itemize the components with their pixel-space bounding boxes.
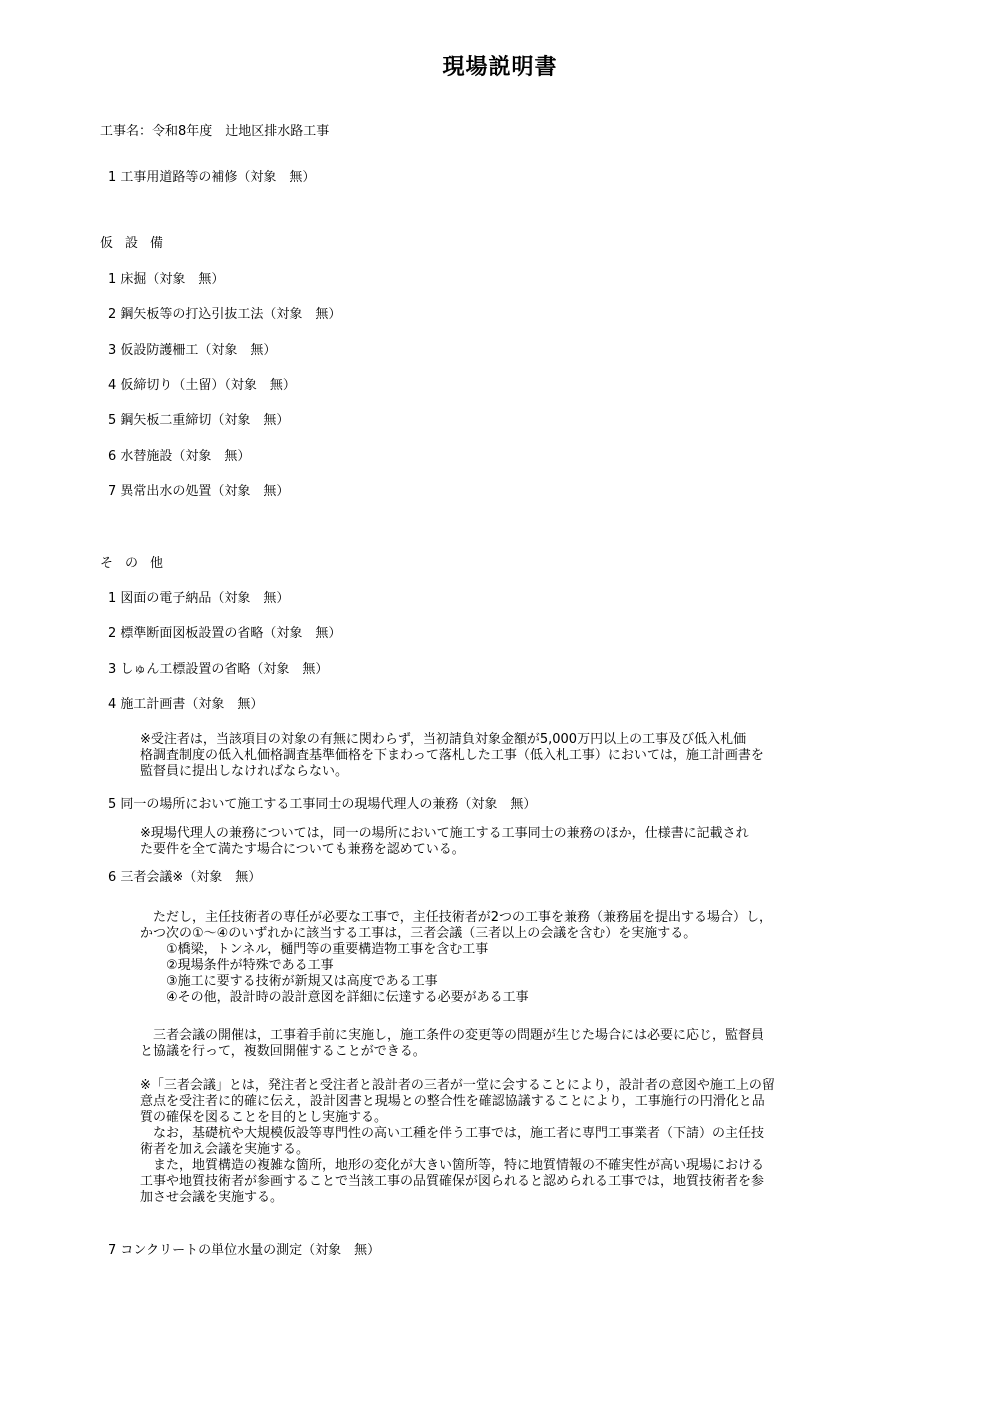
note-site-agent (140, 826, 749, 858)
note-tripartite-definition (140, 1078, 775, 1206)
note-line: ※受注者は，当該項目の対象の有無に関わらず，当初請負対象金額が5,000万円以上の工事及び低入札価 (140, 732, 747, 747)
temporary-item-1: 1 床掘（対象 無） (108, 272, 225, 287)
note-line: ただし，主任技術者の専任が必要な工事で，主任技術者が2つの工事を兼務（兼務届を提出する場合）し， (140, 910, 773, 925)
note-line: 意点を受注者に的確に伝え，設計図書と現場との整合性を確認協議することにより，工事施行の円滑化と品 (140, 1094, 765, 1109)
section-heading-temporary: 仮設備 (100, 236, 176, 251)
note-line: 術者を加え会議を実施する。 (140, 1142, 310, 1157)
note-tripartite-conditions (140, 910, 772, 1006)
note-line: ※「三者会議」とは，発注者と受注者と設計者の三者が一堂に会することにより，設計者の意図や施工上の留 (140, 1078, 775, 1093)
section-heading-other: その他 (100, 556, 176, 571)
temporary-item-3: 3 仮設防護柵工（対象 無） (108, 343, 277, 358)
other-item-5: 5 同一の場所において施工する工事同士の現場代理人の兼務（対象 無） (108, 797, 537, 812)
note-line: 監督員に提出しなければならない。 (140, 764, 349, 779)
temporary-item-4: 4 仮締切り（土留）（対象 無） (108, 378, 296, 393)
temporary-item-5: 5 鋼矢板二重締切（対象 無） (108, 413, 290, 428)
other-item-1: 1 図面の電子納品（対象 無） (108, 591, 290, 606)
note-line: ④その他，設計時の設計意図を詳細に伝達する必要がある工事 (140, 990, 529, 1005)
note-tripartite-timing (140, 1028, 764, 1060)
note-construction-plan (140, 732, 764, 780)
note-line: 格調査制度の低入札価格調査基準価格を下まわって落札した工事（低入札工事）においては，施工計画書を (140, 748, 764, 763)
note-line: ②現場条件が特殊である工事 (140, 958, 334, 973)
temporary-item-6: 6 水替施設（対象 無） (108, 449, 251, 464)
note-line: 工事や地質技術者が参画することで当該工事の品質確保が図られると認められる工事では，地質技術者を参 (140, 1174, 765, 1189)
note-line: また，地質構造の複雑な箇所，地形の変化が大きい箇所等，特に地質情報の不確実性が高い現場における (140, 1158, 765, 1173)
other-item-7: 7 コンクリートの単位水量の測定（対象 無） (108, 1243, 381, 1258)
note-line: 質の確保を図ることを目的とし実施する。 (140, 1110, 388, 1125)
note-line: ①橋梁，トンネル，樋門等の重要構造物工事を含む工事 (140, 942, 489, 957)
note-line: ③施工に要する技術が新規又は高度である工事 (140, 974, 438, 989)
note-line: ※現場代理人の兼務については，同一の場所において施工する工事同士の兼務のほか，仕様書に記載され (140, 826, 749, 841)
general-item-1: 1 工事用道路等の補修（対象 無） (108, 170, 316, 185)
project-name: 工事名：令和8年度 辻地区排水路工事 (100, 124, 330, 139)
note-line: なお，基礎杭や大規模仮設等専門性の高い工種を伴う工事では，施工者に専門工事業者（下請）の主任技 (140, 1126, 765, 1141)
note-line: 加させ会議を実施する。 (140, 1190, 284, 1205)
note-line: 三者会議の開催は，工事着手前に実施し，施工条件の変更等の問題が生じた場合には必要に応じ，監督員 (140, 1028, 765, 1043)
temporary-item-7: 7 異常出水の処置（対象 無） (108, 484, 290, 499)
other-item-6: 6 三者会議※（対象 無） (108, 870, 262, 885)
temporary-item-2: 2 鋼矢板等の打込引抜工法（対象 無） (108, 307, 342, 322)
other-item-2: 2 標準断面図板設置の省略（対象 無） (108, 626, 342, 641)
note-line: かつ次の①～④のいずれかに該当する工事は，三者会議（三者以上の会議を含む）を実施する。 (140, 926, 697, 941)
other-item-4: 4 施工計画書（対象 無） (108, 697, 264, 712)
note-line: た要件を全て満たす場合についても兼務を認めている。 (140, 842, 465, 857)
other-item-3: 3 しゅん工標設置の省略（対象 無） (108, 662, 329, 677)
document-title: 現場説明書 (442, 55, 558, 80)
note-line: と協議を行って，複数回開催することができる。 (140, 1044, 426, 1059)
